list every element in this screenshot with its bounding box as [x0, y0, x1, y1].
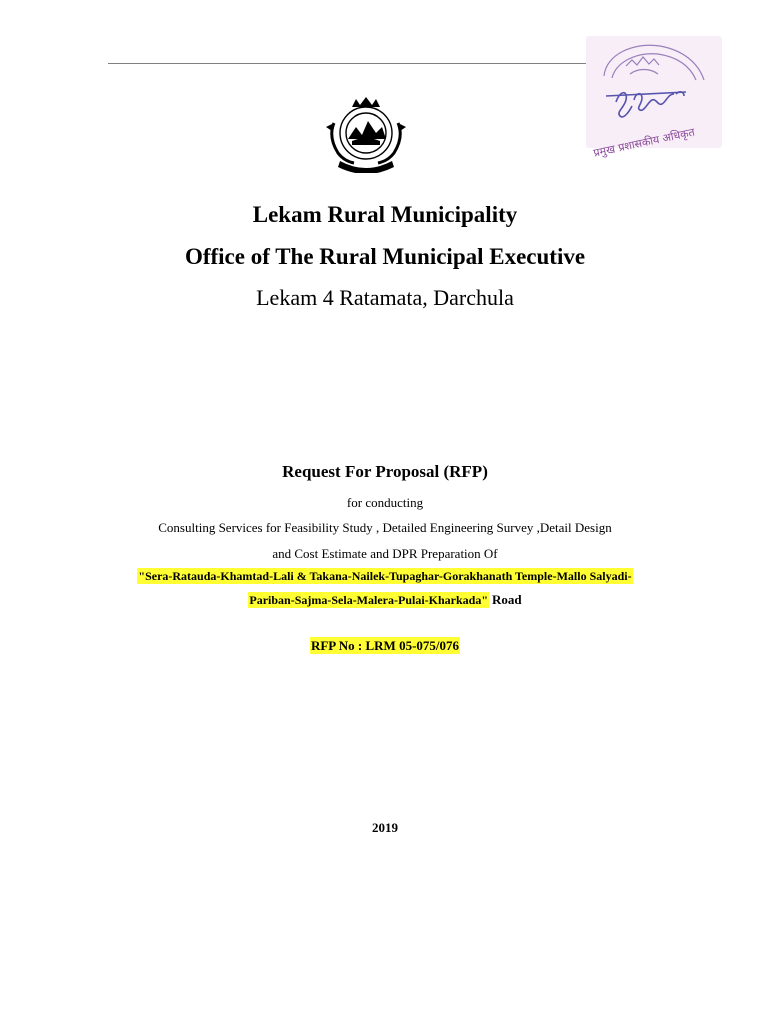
official-stamp — [586, 36, 722, 160]
road-name-line-2 — [0, 592, 770, 608]
road-name-highlight-2: Pariban-Sajma-Sela-Malera-Pulai-Kharkada" — [249, 593, 489, 607]
document-year: 2019 — [372, 820, 398, 835]
header-rule — [108, 63, 590, 64]
services-line-1: Consulting Services for Feasibility Study , Detailed Engineering Survey ,Detail Design — [158, 520, 612, 535]
road-name-line-1 — [0, 569, 770, 584]
office-name: Office of The Rural Municipal Executive — [184, 244, 586, 269]
government-emblem-icon — [318, 93, 414, 173]
rfp-for-line: for conducting — [346, 495, 424, 510]
office-address: Lekam 4 Ratamata, Darchula — [256, 285, 514, 310]
rfp-number-line — [0, 638, 770, 654]
services-line-2: and Cost Estimate and DPR Preparation Of — [272, 546, 498, 561]
road-word: Road — [492, 592, 522, 607]
municipality-name: Lekam Rural Municipality — [252, 202, 518, 227]
stamp-caption: प्रमुख प्रशासकीय अधिकृत — [592, 125, 696, 160]
rfp-title: Request For Proposal (RFP) — [282, 462, 488, 481]
road-name-highlight-1: "Sera-Ratauda-Khamtad-Lali & Takana-Nailek-Tupaghar-Gorakhanath Temple-Mallo Salyadi- — [138, 569, 632, 583]
rfp-number: RFP No : LRM 05-075/076 — [310, 638, 460, 653]
